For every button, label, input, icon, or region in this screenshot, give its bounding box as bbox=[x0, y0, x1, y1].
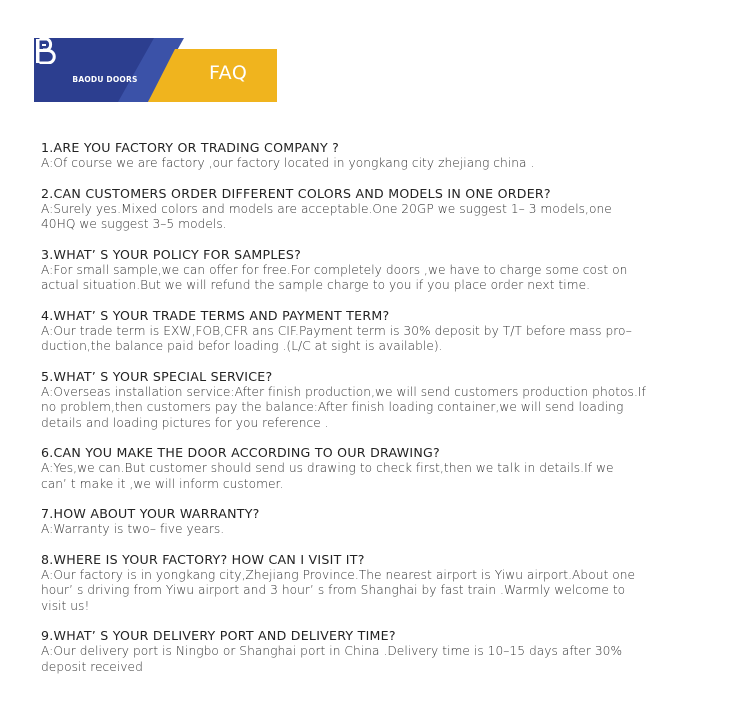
faq-question: 9.WHAT’ S YOUR DELIVERY PORT AND DELIVERY TIME? bbox=[41, 628, 396, 643]
faq-answer bbox=[41, 522, 711, 538]
brand-name: BAODU DOORS bbox=[72, 75, 138, 84]
faq-item bbox=[41, 186, 711, 233]
faq-answer-line: A:Surely yes.Mixed colors and models are acceptable.One 20GP we suggest 1– 3 models,one bbox=[41, 201, 612, 216]
faq-answer-line: deposit received bbox=[41, 659, 143, 674]
faq-answer-line: no problem,then customers pay the balance:After finish loading container,we will send loading bbox=[41, 400, 624, 414]
faq-question: 8.WHERE IS YOUR FACTORY? HOW CAN I VISIT IT? bbox=[41, 551, 365, 567]
faq-item bbox=[41, 369, 711, 432]
faq-answer bbox=[41, 263, 711, 294]
faq-answer bbox=[41, 202, 711, 233]
section-title: FAQ bbox=[209, 62, 248, 84]
faq-answer-line: actual situation.But we will refund the sample charge to you if you place order next time. bbox=[41, 278, 591, 292]
faq-answer-line: A:Our delivery port is Ningbo or Shanghai port in China .Delivery time is 10–15 days after 30% bbox=[41, 644, 623, 658]
faq-answer-line: duction,the balance paid befor loading .(L/C at sight is available). bbox=[41, 339, 443, 353]
faq-item bbox=[41, 308, 711, 355]
faq-question: 7.HOW ABOUT YOUR WARRANTY? bbox=[41, 506, 260, 521]
faq-item bbox=[41, 445, 711, 492]
faq-answer bbox=[41, 644, 711, 675]
faq-answer-line: A:Our factory is in yongkang city,Zhejiang Province.The nearest airport is Yiwu airport.About one bbox=[41, 567, 636, 582]
faq-answer-line: A:Yes,we can.But customer should send us drawing to check first,then we talk in details.If we bbox=[41, 461, 614, 475]
faq-answer-line: A:Warranty is two– five years. bbox=[41, 522, 225, 536]
faq-answer bbox=[41, 156, 711, 172]
faq-answer bbox=[41, 385, 711, 432]
faq-question: 4.WHAT’ S YOUR TRADE TERMS AND PAYMENT TERM? bbox=[41, 307, 390, 323]
faq-item bbox=[41, 506, 711, 538]
faq-answer bbox=[41, 324, 711, 355]
faq-answer-line: hour’ s driving from Yiwu airport and 3 hour’ s from Shanghai by fast train .Warmly welcome to bbox=[41, 583, 626, 597]
faq-question: 6.CAN YOU MAKE THE DOOR ACCORDING TO OUR DRAWING? bbox=[41, 445, 440, 460]
faq-list bbox=[41, 140, 711, 689]
faq-question: 3.WHAT’ S YOUR POLICY FOR SAMPLES? bbox=[41, 246, 302, 262]
faq-answer bbox=[41, 568, 711, 615]
faq-banner bbox=[34, 38, 277, 102]
faq-answer-line: details and loading pictures for you reference . bbox=[41, 415, 329, 430]
faq-answer-line: A:Our trade term is EXW,FOB,CFR ans CIF.Payment term is 30% deposit by T/T before mass pro– bbox=[41, 323, 632, 338]
faq-item bbox=[41, 552, 711, 615]
baodu-logo-icon bbox=[34, 38, 56, 64]
faq-item bbox=[41, 247, 711, 294]
faq-answer-line: visit us! bbox=[41, 598, 90, 613]
faq-question: 1.ARE YOU FACTORY OR TRADING COMPANY ? bbox=[41, 140, 340, 155]
faq-question: 2.CAN CUSTOMERS ORDER DIFFERENT COLORS AND MODELS IN ONE ORDER? bbox=[41, 185, 551, 201]
faq-item bbox=[41, 628, 711, 675]
faq-answer-line: A:For small sample,we can offer for free.For completely doors ,we have to charge some cost on bbox=[41, 262, 628, 277]
faq-answer-line: can’ t make it ,we will inform customer. bbox=[41, 476, 284, 491]
faq-answer-line: A:Overseas installation service:After finish production,we will send customers production photos.If bbox=[41, 384, 646, 399]
faq-answer bbox=[41, 461, 711, 492]
faq-question: 5.WHAT’ S YOUR SPECIAL SERVICE? bbox=[41, 368, 273, 384]
faq-answer-line: A:Of course we are factory ,our factory located in yongkang city zhejiang china . bbox=[41, 156, 535, 170]
faq-answer-line: 40HQ we suggest 3–5 models. bbox=[41, 217, 227, 231]
faq-item bbox=[41, 140, 711, 172]
